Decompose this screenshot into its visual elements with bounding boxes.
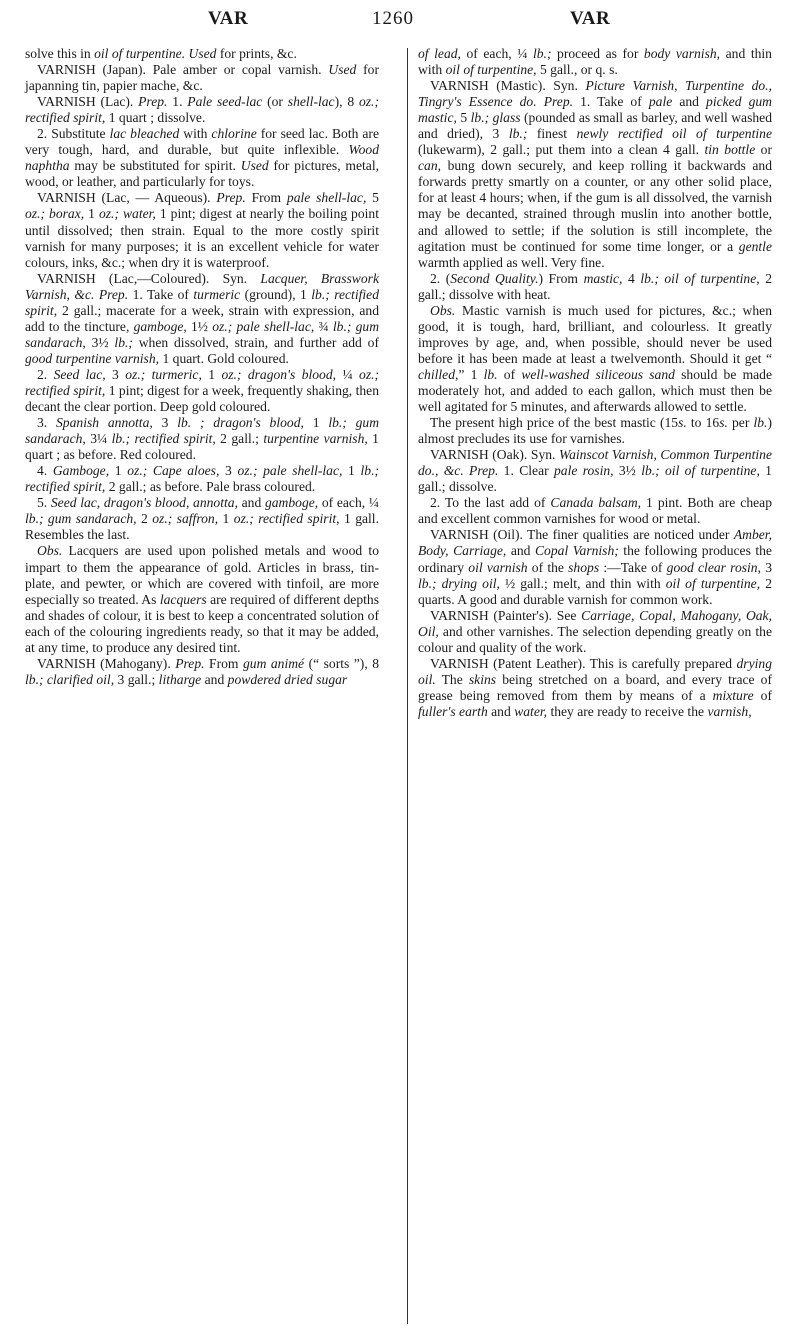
entry-paragraph: 5. Seed lac, dragon's blood, annotta, and gamboge, of each, ¼ lb.; gum sandarach, 2 oz.; saffron, 1 oz.; rectified spirit, 1 gall. Resembles the last.: [25, 495, 379, 543]
entry-paragraph: 2. (Second Quality.) From mastic, 4 lb.; oil of turpentine, 2 gall.; dissolve with heat.: [418, 270, 773, 302]
entry-paragraph: VARNISH (Japan). Pale amber or copal varnish. Used for japanning tin, papier mache, &c.: [25, 62, 379, 94]
entry-paragraph: 2. Substitute lac bleached with chlorine for seed lac. Both are very tough, hard, and durable, but quite inflexible. Wood naphtha may be substituted for spirit. Used for pictures, metal, wood, or leather, and particularly for toys.: [25, 126, 379, 190]
entry-paragraph: of lead, of each, ¼ lb.; proceed as for body varnish, and thin with oil of turpentine, 5 gall., or q. s.: [418, 46, 772, 78]
page-number: 1260: [372, 8, 414, 29]
left-column: [25, 46, 379, 688]
entry-paragraph: 4. Gamboge, 1 oz.; Cape aloes, 3 oz.; pale shell-lac, 1 lb.; rectified spirit, 2 gall.; as before. Pale brass coloured.: [25, 463, 380, 495]
entry-paragraph: solve this in oil of turpentine. Used for prints, &c.: [25, 46, 297, 61]
entry-paragraph: The present high price of the best mastic (15s. to 16s. per lb.) almost precludes its use for varnishes.: [418, 415, 772, 447]
right-column: [418, 46, 772, 720]
entry-paragraph: VARNISH (Painter's). See Carriage, Copal, Mahogany, Oak, Oil, and other varnishes. The selection depending greatly on the colour and quality of the work.: [418, 607, 772, 655]
entry-paragraph: VARNISH (Oak). Syn. Wainscot Varnish, Common Turpentine do., &c. Prep. 1. Clear pale rosin, 3½ lb.; oil of turpentine, 1 gall.; dissolve.: [418, 447, 772, 495]
entry-paragraph: 2. To the last add of Canada balsam, 1 pint. Both are cheap and excellent common varnishes for wood or metal.: [418, 495, 773, 527]
entry-paragraph: 2. Seed lac, 3 oz.; turmeric, 1 oz.; dragon's blood, ¼ oz.; rectified spirit, 1 pint; digest for a week, frequently shaking, then decant the clear portion. Deep gold coloured.: [25, 366, 380, 415]
running-head-right: VAR: [570, 8, 611, 29]
page-header: [0, 8, 800, 38]
entry-paragraph: Obs. Mastic varnish is much used for pictures, &c.; when good, it is tough, hard, brilliant, and colourless. It greatly improves by age, and, when possible, should never be used before it has been made at least a twelvemonth. Should it get “ chilled,” 1 lb. of well-washed siliceous sand should be made moderately hot, and added to each gallon, which must then be well agitated for 5 minutes, and afterwards allowed to settle.: [418, 302, 773, 415]
entry-paragraph: 3. Spanish annotta, 3 lb. ; dragon's blood, 1 lb.; gum sandarach, 3¼ lb.; rectified spirit, 2 gall.; turpentine varnish, 1 quart ; as before. Red coloured.: [25, 415, 380, 463]
entry-paragraph: VARNISH (Lac). Prep. 1. Pale seed-lac (or shell-lac), 8 oz.; rectified spirit, 1 quart ; dissolve.: [25, 94, 379, 126]
entry-paragraph: Obs. Lacquers are used upon polished metals and wood to impart to them the appearance of gold. Articles in brass, tin-plate, and pewter, or which are covered with tinfoil, are more especially so treated. As lacquers are required of different depths and shades of colour, it is best to keep a concentrated solution of each of the colouring ingredients ready, so that it may be added, at any time, to produce any desired tint.: [25, 543, 379, 655]
entry-paragraph: VARNISH (Lac, — Aqueous). Prep. From pale shell-lac, 5 oz.; borax, 1 oz.; water, 1 pint; digest at nearly the boiling point until dissolved; then strain. Equal to the more costly spirit varnish for many purposes; it is an excellent vehicle for water colours, inks, &c.; when dry it is waterproof.: [25, 190, 379, 270]
entry-paragraph: VARNISH (Mahogany). Prep. From gum animé (“ sorts ”), 8 lb.; clarified oil, 3 gall.; litharge and powdered dried sugar: [25, 655, 380, 687]
entry-paragraph: VARNISH (Patent Leather). This is carefully prepared drying oil. The skins being stretched on a board, and every trace of grease being removed from them by means of a mixture of fuller's earth and water, they are ready to receive the varnish,: [418, 655, 772, 719]
entry-paragraph: VARNISH (Lac,—Coloured). Syn. Lacquer, Brasswork Varnish, &c. Prep. 1. Take of turmeric (ground), 1 lb.; rectified spirit, 2 gall.; macerate for a week, strain with expression, and add to the tincture, gamboge, 1½ oz.; pale shell-lac, ¾ lb.; gum sandarach, 3½ lb.; when dissolved, strain, and further add of good turpentine varnish, 1 quart. Gold coloured.: [25, 270, 380, 366]
entry-paragraph: VARNISH (Mastic). Syn. Picture Varnish, Turpentine do., Tingry's Essence do. Prep. 1. Take of pale and picked gum mastic, 5 lb.; glass (pounded as small as barley, and well washed and dried), 3 lb.; finest newly rectified oil of turpentine (lukewarm), 2 gall.; put them into a clean 4 gall. tin bottle or can, bung down securely, and keep rolling it backwards and forwards pretty smartly on a counter, or any other solid place, for at least 4 hours; when, if the gum is all dissolved, the varnish may be decanted, strained through muslin into another bottle, and allowed to settle; if the solution is still incomplete, the agitation must be continued for some time longer, or a gentle warmth applied as well. Very fine.: [418, 78, 772, 270]
entry-paragraph: VARNISH (Oil). The finer qualities are noticed under Amber, Body, Carriage, and Copal Varnish; the following produces the ordinary oil varnish of the shops :—Take of good clear rosin, 3 lb.; drying oil, ½ gall.; melt, and thin with oil of turpentine, 2 quarts. A good and durable varnish for common work.: [418, 527, 773, 607]
column-divider: [407, 48, 408, 1324]
running-head-left: VAR: [208, 8, 249, 29]
